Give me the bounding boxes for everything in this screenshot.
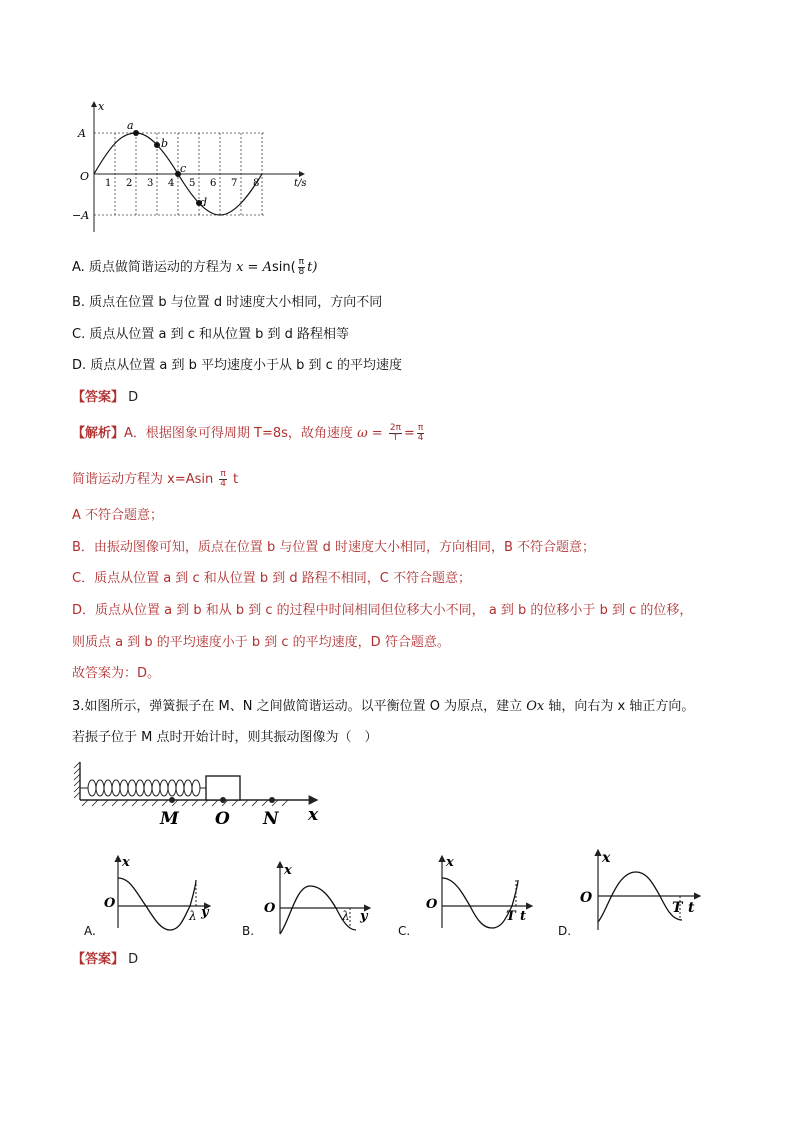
answer-1 <box>72 388 138 408</box>
analysis-frac-1: $\frac{2\pi}{T}$ <box>389 423 401 443</box>
answer-2 <box>72 950 138 970</box>
point-label-a: a <box>127 119 134 132</box>
option-a <box>72 258 317 278</box>
point-b <box>154 142 160 148</box>
choice-b-axis: y <box>360 909 368 924</box>
answer-value: D <box>128 390 139 405</box>
label-negA: −A <box>72 209 90 222</box>
choice-c-x: x <box>446 855 454 870</box>
option-d: D. 质点从位置 a 到 b 平均速度小于从 b 到 c 的平均速度 <box>72 358 402 373</box>
analysis-line-3: A 不符合题意； <box>72 508 164 523</box>
option-a-tail: t) <box>307 260 318 275</box>
analysis-l2-tail: t <box>232 472 239 487</box>
tick-4: 4 <box>168 178 175 189</box>
analysis-line-5: C．质点从位置 a 到 c 和从位置 b 到 d 路程不相同，C 不符合题意； <box>72 571 471 586</box>
choice-label-d: D. <box>558 924 572 938</box>
option-a-frac: $\frac{\pi}{8}$ <box>298 257 305 277</box>
point-label-c: c <box>180 162 187 175</box>
spring-label-x: x <box>308 805 319 825</box>
analysis-frac-2: $\frac{\pi}{4}$ <box>417 423 424 443</box>
choice-d-axis: t <box>688 900 695 916</box>
analysis-l2-frac: $\frac{\pi}{4}$ <box>220 469 226 489</box>
tick-8: 8 <box>253 178 260 189</box>
answer-2-tag: 【答案】 <box>72 952 125 967</box>
answer-2-value: D <box>128 952 139 967</box>
analysis-line-4: B．由振动图像可知，质点在位置 b 与位置 d 时速度大小相同，方向相同，B 不符合题意； <box>72 540 596 555</box>
tick-1: 1 <box>105 178 112 189</box>
axis-label-x: x <box>98 100 105 113</box>
point-label-d: d <box>200 196 208 209</box>
tick-2: 2 <box>126 178 133 189</box>
choice-d-O: O <box>580 890 593 906</box>
analysis-l1-text: A．根据图象可得周期 T=8s，故角速度 <box>124 426 353 441</box>
point-label-b: b <box>161 137 169 150</box>
choice-graph-c <box>422 852 542 932</box>
axis-label-t: t/s <box>294 178 307 189</box>
question3-text-b: 轴，向右为 x 轴正方向。 <box>548 699 695 714</box>
choice-d-x: x <box>602 850 611 866</box>
option-b: B. 质点在位置 b 与位置 d 时速度大小相同，方向不同 <box>72 295 383 310</box>
spring-label-N: N <box>263 809 279 829</box>
choice-label-c: C. <box>398 924 411 938</box>
spring-label-O: O <box>215 809 230 829</box>
tick-5: 5 <box>189 178 196 189</box>
analysis-eq: = <box>404 426 415 441</box>
choice-graph-d <box>576 846 706 936</box>
choice-b-end: λ <box>342 909 350 923</box>
choice-label-b: B. <box>242 924 255 938</box>
spring-label-M: M <box>160 809 179 829</box>
analysis-line-2 <box>72 470 238 490</box>
tick-3: 3 <box>147 178 154 189</box>
choice-c-O: O <box>426 897 438 912</box>
tick-7: 7 <box>231 178 238 189</box>
label-O: O <box>80 170 90 183</box>
tick-6: 6 <box>210 178 217 189</box>
option-a-sin: sin( <box>271 260 296 275</box>
spring-diagram <box>72 758 332 830</box>
question3-line-2: 若振子位于 M 点时开始计时，则其振动图像为（ ） <box>72 730 378 745</box>
point-a <box>133 130 139 136</box>
choice-a-end: λ <box>189 909 197 923</box>
label-A: A <box>78 127 86 140</box>
choice-a-x: x <box>122 855 130 870</box>
choice-label-a: A. <box>84 924 96 938</box>
choice-c-end: T <box>506 909 516 924</box>
analysis-omega: ω = <box>357 426 383 441</box>
choice-a-O: O <box>104 896 116 911</box>
oscillation-graph <box>72 96 322 236</box>
analysis-line-8: 故答案为：D。 <box>72 666 161 681</box>
answer-tag: 【答案】 <box>72 390 125 405</box>
choice-graph-a <box>100 852 220 932</box>
option-c: C. 质点从位置 a 到 c 和从位置 b 到 d 路程相等 <box>72 327 350 342</box>
choice-c-axis: t <box>520 909 527 924</box>
question3-ox: Ox <box>526 699 545 714</box>
analysis-line-1 <box>72 424 426 444</box>
choice-a-axis: y <box>201 905 209 920</box>
oscillator-block <box>206 776 240 800</box>
analysis-line-6: D．质点从位置 a 到 b 和从 b 到 c 的过程中时间相同但位移大小不同， a 到 b 的位移小于 b 到 c 的位移， <box>72 603 693 618</box>
choice-graph-b <box>260 858 380 938</box>
analysis-tag: 【解析】 <box>72 426 125 441</box>
choice-d-end: T <box>672 900 683 916</box>
analysis-line-7: 则质点 a 到 b 的平均速度小于 b 到 c 的平均速度，D 符合题意。 <box>72 635 450 650</box>
choice-b-x: x <box>284 863 292 878</box>
option-a-text: A. 质点做简谐运动的方程为 <box>72 260 232 275</box>
analysis-l2-text: 简谐运动方程为 x=Asin <box>72 472 214 487</box>
option-a-formula: x = A <box>236 260 272 275</box>
question3-text-a: 3.如图所示，弹簧振子在 M、N 之间做简谐运动。以平衡位置 O 为原点，建立 <box>72 699 523 714</box>
question3-line-1 <box>72 697 694 717</box>
choice-b-O: O <box>264 901 276 916</box>
